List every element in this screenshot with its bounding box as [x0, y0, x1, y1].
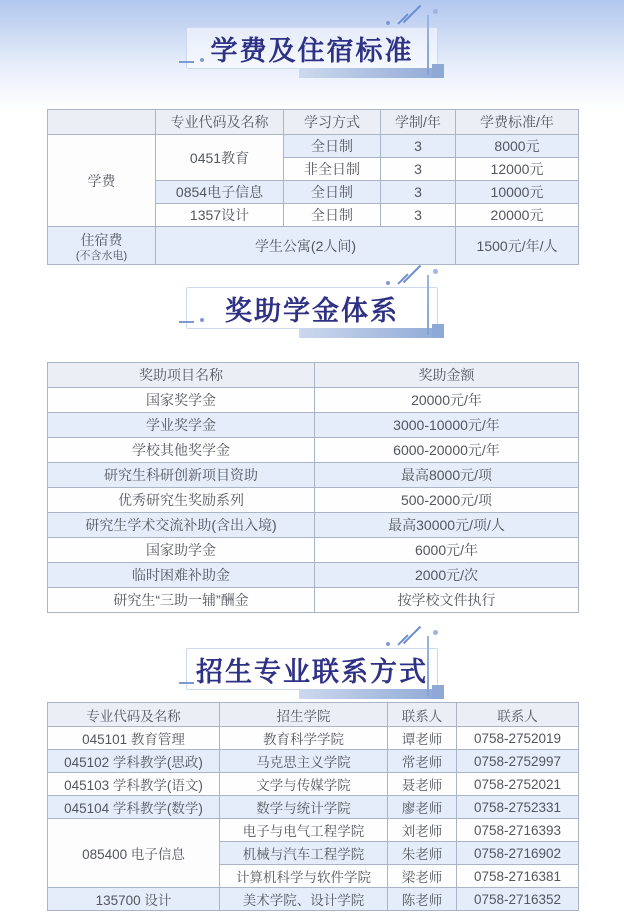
table-cell: 住宿费 (不含水电): [48, 227, 156, 265]
table-cell: 马克思主义学院: [220, 750, 388, 773]
table-header-row: [48, 110, 579, 135]
table-cell: 3: [381, 135, 456, 158]
dot-decoration: [433, 269, 438, 274]
table-cell: 最高30000元/项/人: [315, 513, 579, 538]
contact-table: [47, 702, 579, 911]
table-cell: 8000元: [456, 135, 579, 158]
table-cell: 聂老师: [388, 773, 457, 796]
column-header: 学制/年: [381, 110, 456, 135]
column-header: 学习方式: [284, 110, 381, 135]
table-cell: 3000-10000元/年: [315, 413, 579, 438]
table-cell: 教育科学学院: [220, 727, 388, 750]
table-row: [48, 388, 579, 413]
column-header: 招生学院: [220, 703, 388, 727]
table-cell: 1357设计: [156, 204, 284, 227]
table-cell: 12000元: [456, 158, 579, 181]
table-header-row: [48, 363, 579, 388]
table-cell: 国家奖学金: [48, 388, 315, 413]
table-cell: 045102 学科教学(思政): [48, 750, 220, 773]
table-cell: 0758-2716902: [457, 842, 579, 865]
table-cell: 20000元: [456, 204, 579, 227]
table-row: [48, 513, 579, 538]
table-cell: 0758-2752021: [457, 773, 579, 796]
section-title-text: 招生专业联系方式: [196, 656, 428, 687]
table-cell: 0758-2752019: [457, 727, 579, 750]
section-title-text: 学费及住宿标准: [210, 35, 414, 66]
scholarship-table: [47, 362, 579, 613]
dot-decoration: [433, 630, 438, 635]
title-underline-bar: [299, 328, 444, 338]
table-cell: 电子与电气工程学院: [220, 819, 388, 842]
table-cell: 梁老师: [388, 865, 457, 888]
table-cell: 0758-2752997: [457, 750, 579, 773]
table-cell: 045104 学科教学(数学): [48, 796, 220, 819]
table-row: [48, 727, 579, 750]
table-cell: 0758-2716393: [457, 819, 579, 842]
column-header: 奖助金额: [315, 363, 579, 388]
table-row: [48, 773, 579, 796]
table-cell: 研究生“三助一辅”酬金: [48, 588, 315, 613]
table-cell: 0758-2716352: [457, 888, 579, 911]
section-title-text: 奖助学金体系: [225, 295, 399, 326]
dot-decoration: [386, 21, 390, 25]
table-cell: 学生公寓(2人间): [156, 227, 456, 265]
column-header: 学费标准/年: [456, 110, 579, 135]
table-cell: 3: [381, 181, 456, 204]
table-cell: 按学校文件执行: [315, 588, 579, 613]
title-underline-bar: [299, 68, 444, 78]
table-cell: 全日制: [284, 135, 381, 158]
table-cell: 学校其他奖学金: [48, 438, 315, 463]
table-cell: 045103 学科教学(语文): [48, 773, 220, 796]
column-header: 专业代码及名称: [156, 110, 284, 135]
cell-subtext: (不含水电): [75, 249, 128, 262]
table-row: [48, 750, 579, 773]
table-row: [48, 538, 579, 563]
table-row: [48, 135, 579, 158]
table-cell: 文学与传媒学院: [220, 773, 388, 796]
table-row: [48, 227, 579, 265]
dot-decoration: [386, 642, 390, 646]
table-row: [48, 413, 579, 438]
table-cell: 20000元/年: [315, 388, 579, 413]
table-row: [48, 888, 579, 911]
table-row: [48, 438, 579, 463]
table-cell: 朱老师: [388, 842, 457, 865]
table-cell: 1500元/年/人: [456, 227, 579, 265]
section-title-scholarship: [186, 287, 438, 329]
table-cell: 研究生学术交流补助(含出入境): [48, 513, 315, 538]
table-row: [48, 463, 579, 488]
table-cell: 数学与统计学院: [220, 796, 388, 819]
table-cell: 临时困难补助金: [48, 563, 315, 588]
table-row: [48, 563, 579, 588]
table-cell: 美术学院、设计学院: [220, 888, 388, 911]
table-cell: 0758-2716381: [457, 865, 579, 888]
table-cell: 10000元: [456, 181, 579, 204]
table-cell: 3: [381, 158, 456, 181]
table-cell: 谭老师: [388, 727, 457, 750]
dot-decoration: [386, 281, 390, 285]
table-cell: 6000元/年: [315, 538, 579, 563]
table-cell: 廖老师: [388, 796, 457, 819]
section-title-contacts: [186, 648, 438, 690]
table-cell: 500-2000元/项: [315, 488, 579, 513]
column-header: 联系人: [457, 703, 579, 727]
table-cell: 045101 教育管理: [48, 727, 220, 750]
table-cell: 学业奖学金: [48, 413, 315, 438]
table-cell: 计算机科学与软件学院: [220, 865, 388, 888]
table-row: [48, 588, 579, 613]
table-cell: 085400 电子信息: [48, 819, 220, 888]
title-underline-bar: [299, 689, 444, 699]
column-header: 专业代码及名称: [48, 703, 220, 727]
table-cell: 研究生科研创新项目资助: [48, 463, 315, 488]
table-cell: 学费: [48, 135, 156, 227]
table-cell: 2000元/次: [315, 563, 579, 588]
tuition-table: [47, 109, 579, 265]
table-cell: 3: [381, 204, 456, 227]
column-header: 奖助项目名称: [48, 363, 315, 388]
section-title-tuition: [186, 27, 438, 69]
table-cell: 0854电子信息: [156, 181, 284, 204]
dot-decoration: [433, 9, 438, 14]
column-header: 联系人: [388, 703, 457, 727]
table-cell: 最高8000元/项: [315, 463, 579, 488]
table-cell: 机械与汽车工程学院: [220, 842, 388, 865]
table-row: [48, 488, 579, 513]
table-cell: 常老师: [388, 750, 457, 773]
table-cell: 陈老师: [388, 888, 457, 911]
table-cell: 优秀研究生奖励系列: [48, 488, 315, 513]
table-row: [48, 796, 579, 819]
table-cell: 非全日制: [284, 158, 381, 181]
table-header-row: [48, 703, 579, 727]
table-row: [48, 819, 579, 842]
table-cell: 国家助学金: [48, 538, 315, 563]
table-cell: 0451教育: [156, 135, 284, 181]
table-cell: 全日制: [284, 204, 381, 227]
table-cell: 6000-20000元/年: [315, 438, 579, 463]
table-cell: 全日制: [284, 181, 381, 204]
column-header: [48, 110, 156, 135]
table-cell: 0758-2752331: [457, 796, 579, 819]
table-cell: 刘老师: [388, 819, 457, 842]
table-cell: 135700 设计: [48, 888, 220, 911]
